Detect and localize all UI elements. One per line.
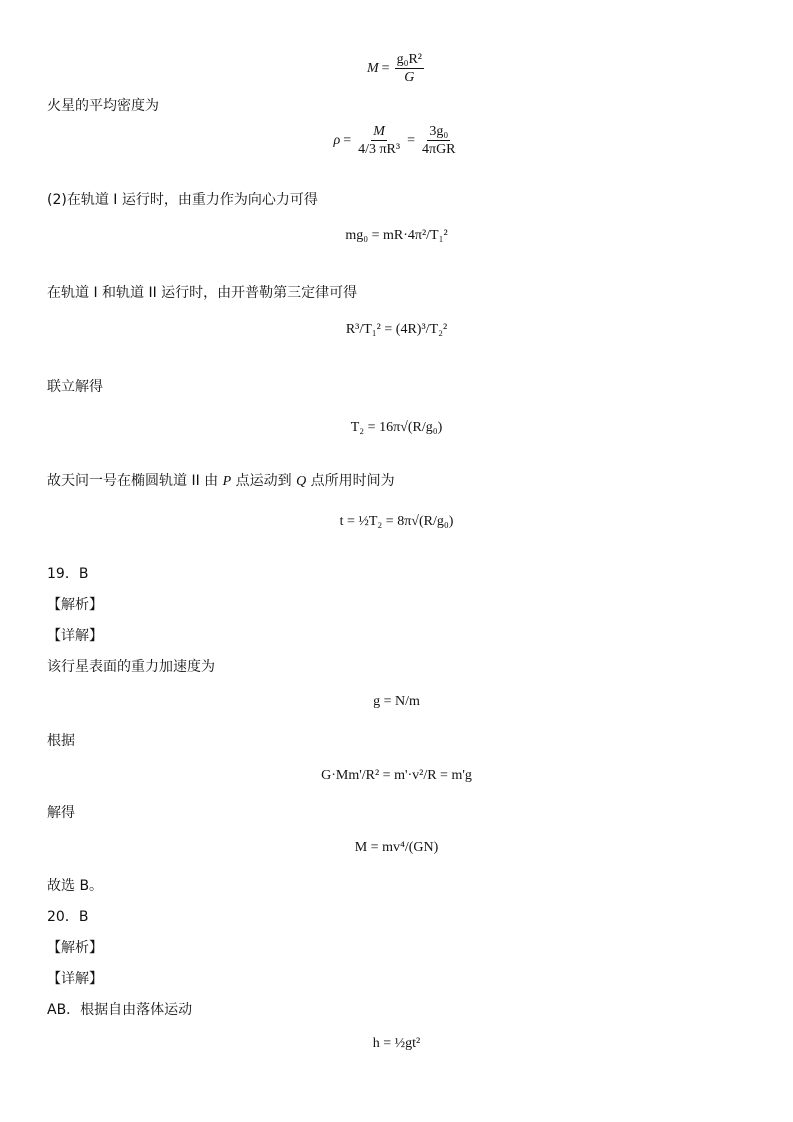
text-gravity-accel: 该行星表面的重力加速度为 (47, 659, 215, 675)
eq7-text: g = N/m (373, 694, 420, 709)
equation-mass: M = $\frac{\text{g₀R²}}{G}$ (367, 52, 422, 86)
eq2-numerator-2: 3g₀ (427, 124, 450, 141)
text-kepler-intro: 在轨道 I 和轨道 II 运行时，由开普勒第三定律可得 (47, 285, 358, 301)
eq5-text: T₂ = 16π√(R/g₀) (350, 420, 443, 435)
question-20-analysis: 【解析】 (47, 940, 103, 956)
text-combine: 联立解得 (47, 379, 103, 395)
equation-period (0, 420, 793, 435)
text-part2-intro: (2)在轨道 I 运行时，由重力作为向心力可得 (47, 192, 318, 208)
eq6-text: t = ½T₂ = 8π√(R/g₀) (339, 514, 454, 529)
eq2-numerator-1: M (373, 124, 385, 139)
question-20-detail: 【详解】 (47, 971, 103, 987)
equation-kepler (0, 322, 793, 337)
eq9-text: M = mv⁴/(GN) (354, 840, 439, 855)
eq10-text: h = ½gt² (372, 1036, 421, 1051)
equation-centripetal (0, 228, 793, 243)
text-freefall: AB．根据自由落体运动 (47, 1002, 193, 1018)
equation-g (0, 694, 793, 709)
equation-freefall (0, 1036, 793, 1051)
equation-planet-mass (0, 840, 793, 855)
text-choose-b: 故选 B。 (47, 878, 104, 894)
text-according: 根据 (47, 733, 75, 749)
eq2-denominator-2: 4πGR (422, 142, 456, 158)
text-solve: 解得 (47, 805, 75, 821)
equation-density: ρ = $\frac{M}{\text{4/3 πR³}}$ = 3g₀ 4πGR (333, 124, 456, 158)
question-19-detail: 【详解】 (47, 628, 103, 644)
point-q: Q (296, 474, 307, 489)
eq2-denominator-1: 4/3 πR³ (358, 142, 401, 158)
eq1-numerator: g₀R² (395, 52, 424, 69)
question-19-analysis: 【解析】 (47, 597, 103, 613)
time-post: 点所用时间为 (306, 473, 395, 489)
text-time-statement (47, 471, 395, 492)
eq1-denominator: G (404, 70, 415, 86)
question-20-answer: 20．B (47, 909, 89, 925)
eq2-lhs: ρ (333, 133, 341, 149)
time-pre: 故天问一号在椭圆轨道 II 由 (47, 473, 223, 489)
equation-time (0, 514, 793, 529)
text-mars-density: 火星的平均密度为 (47, 98, 159, 114)
eq4-text: R³/T₁² = (4R)³/T₂² (345, 322, 448, 337)
question-19-answer: 19．B (47, 566, 89, 582)
eq3-text: mg₀ = mR·4π²/T₁² (345, 228, 448, 243)
eq8-text: G·Mm'/R² = m'·v²/R = m'g (321, 768, 472, 783)
equation-gravitation (0, 768, 793, 783)
point-p: P (222, 474, 232, 489)
eq1-lhs: M (367, 61, 379, 77)
time-mid: 点运动到 (231, 473, 297, 489)
